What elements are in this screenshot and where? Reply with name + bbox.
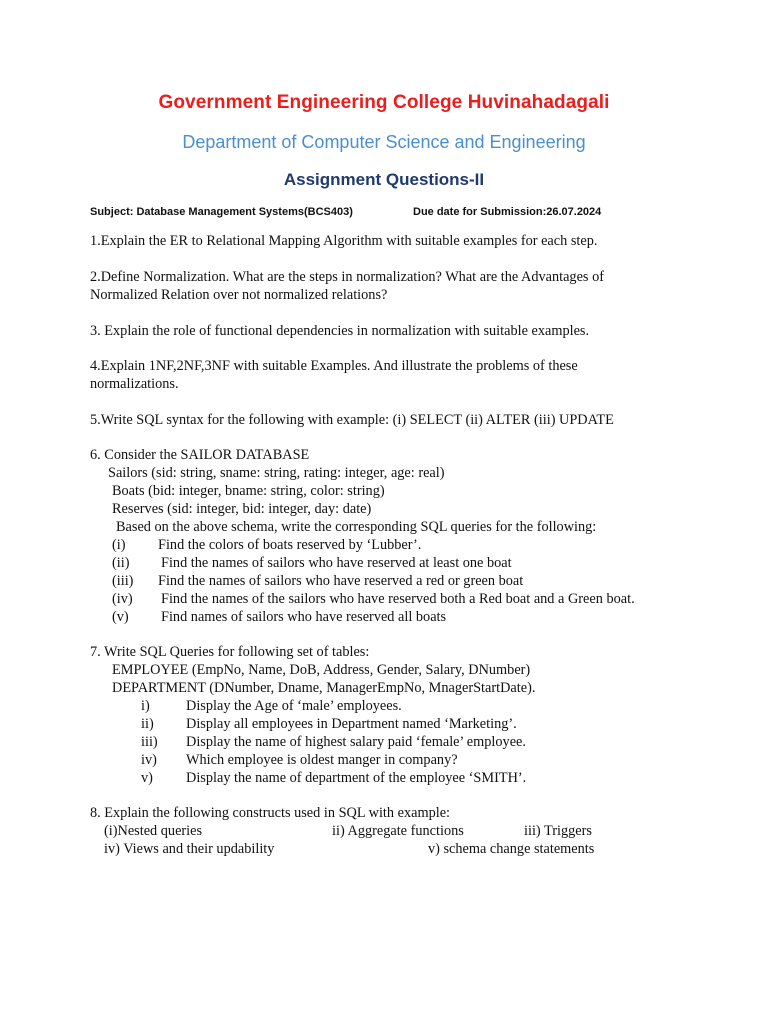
question-5: 5.Write SQL syntax for the following with example: (i) SELECT (ii) ALTER (iii) UPDATE (90, 412, 614, 428)
q7-item-text: Display the name of department of the employee ‘SMITH’. (186, 770, 527, 786)
q6-item-text: Find the colors of boats reserved by ‘Lubber’. (158, 537, 422, 553)
q6-item-number: (i) (112, 537, 126, 553)
q7-item-number: iv) (141, 752, 157, 768)
schema-boats: Boats (bid: integer, bname: string, color: string) (112, 483, 385, 499)
q6-item-text: Find the names of sailors who have reserved a red or green boat (158, 573, 524, 589)
schema-sailors: Sailors (sid: string, sname: string, rating: integer, age: real) (108, 465, 445, 481)
question-3: 3. Explain the role of functional dependencies in normalization with suitable examples. (90, 323, 590, 339)
schema-department: DEPARTMENT (DNumber, Dname, ManagerEmpNo, MnagerStartDate). (112, 680, 536, 696)
q7-item-text: Display the name of highest salary paid ‘female’ employee. (186, 734, 526, 750)
q7-item-text: Which employee is oldest manger in company? (186, 752, 458, 768)
college-title: Government Engineering College Huvinahadagali (158, 92, 610, 113)
q7-item-text: Display the Age of ‘male’ employees. (186, 698, 402, 714)
due-date-line: Due date for Submission:26.07.2024 (413, 206, 602, 218)
q6-item-text: Find the names of the sailors who have reserved both a Red boat and a Green boat. (161, 591, 635, 607)
question-4-line-2: normalizations. (90, 376, 179, 392)
question-6-title: 6. Consider the SAILOR DATABASE (90, 447, 310, 463)
q7-item-text: Display all employees in Department named ‘Marketing’. (186, 716, 517, 732)
question-2-line-1: 2.Define Normalization. What are the steps in normalization? What are the Advantages of (90, 269, 604, 285)
question-7-title: 7. Write SQL Queries for following set of tables: (90, 644, 370, 660)
q6-item-text: Find the names of sailors who have reserved at least one boat (161, 555, 512, 571)
schema-employee: EMPLOYEE (EmpNo, Name, DoB, Address, Gender, Salary, DNumber) (112, 662, 531, 678)
q7-item-number: v) (141, 770, 153, 786)
question-4-line-1: 4.Explain 1NF,2NF,3NF with suitable Examples. And illustrate the problems of these (90, 358, 578, 374)
question-2-line-2: Normalized Relation over not normalized relations? (90, 287, 388, 303)
department-title: Department of Computer Science and Engineering (182, 132, 586, 152)
q7-item-number: iii) (141, 734, 158, 750)
assignment-title: Assignment Questions-II (283, 170, 485, 189)
q8-construct: v) schema change statements (428, 841, 595, 857)
q6-item-text: Find names of sailors who have reserved all boats (161, 609, 447, 625)
q6-item-number: (v) (112, 609, 129, 625)
q6-item-number: (ii) (112, 555, 130, 571)
question-8-title: 8. Explain the following constructs used in SQL with example: (90, 805, 451, 821)
q6-item-number: (iv) (112, 591, 133, 607)
question-6-intro: Based on the above schema, write the corresponding SQL queries for the following: (116, 519, 597, 535)
q8-construct: iv) Views and their updability (104, 841, 275, 857)
q8-construct: ii) Aggregate functions (332, 823, 464, 839)
q8-construct: iii) Triggers (524, 823, 592, 839)
q7-item-number: ii) (141, 716, 154, 732)
question-1: 1.Explain the ER to Relational Mapping Algorithm with suitable examples for each step. (90, 233, 598, 249)
q8-construct: (i)Nested queries (104, 823, 203, 839)
schema-reserves: Reserves (sid: integer, bid: integer, day: date) (112, 501, 372, 517)
q6-item-number: (iii) (112, 573, 134, 589)
q7-item-number: i) (141, 698, 150, 714)
subject-line: Subject: Database Management Systems(BCS403) (90, 206, 353, 218)
